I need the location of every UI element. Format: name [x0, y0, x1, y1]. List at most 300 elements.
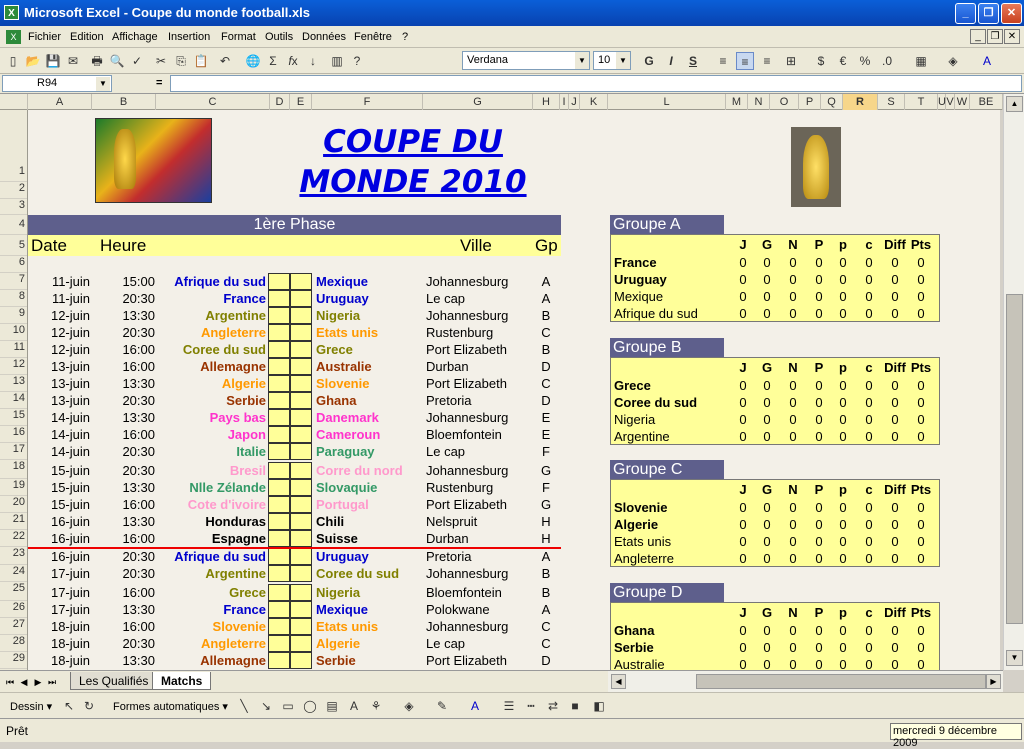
col-header[interactable]: M: [726, 94, 748, 110]
rectangle-icon[interactable]: ▭: [282, 699, 294, 713]
home-team: Afrique du sud: [174, 549, 266, 564]
underline-button[interactable]: S: [688, 54, 697, 68]
euro-icon[interactable]: €: [839, 54, 847, 68]
column-headers: [0, 94, 1024, 110]
team-name: France: [614, 255, 657, 270]
home-score-input[interactable]: [268, 341, 290, 358]
group-body: [610, 357, 940, 445]
away-score-input[interactable]: [290, 307, 312, 324]
close-button[interactable]: ✕: [1001, 3, 1022, 24]
chevron-down-icon[interactable]: ▼: [96, 77, 110, 91]
away-team: Grece: [316, 342, 353, 357]
chart-icon[interactable]: ▥: [331, 54, 343, 68]
row-header[interactable]: 24: [0, 565, 27, 582]
stat-value: 0: [865, 255, 873, 270]
col-header[interactable]: Q: [821, 94, 843, 110]
doc-restore-button[interactable]: ❐: [987, 29, 1003, 44]
row-header[interactable]: 14: [0, 392, 27, 409]
maximize-button[interactable]: ❐: [978, 3, 999, 24]
away-score-input[interactable]: [290, 426, 312, 443]
stat-value: 0: [917, 657, 925, 670]
function-icon[interactable]: fx: [288, 54, 298, 68]
stat-value: 0: [815, 500, 823, 515]
home-score-input[interactable]: [268, 324, 290, 341]
row-header[interactable]: 27: [0, 618, 27, 635]
home-score-input[interactable]: [268, 290, 290, 307]
stat-value: 0: [763, 306, 771, 321]
match-date: 11-juin: [51, 274, 90, 289]
match-row: [28, 375, 568, 392]
decimal-icon[interactable]: .0: [881, 54, 892, 68]
stat-col-header: P: [814, 482, 824, 497]
stat-col-header: P: [814, 360, 824, 375]
stat-value: 0: [839, 395, 847, 410]
stat-value: 0: [891, 640, 899, 655]
align-right-icon[interactable]: ≡: [763, 54, 771, 68]
match-date: 13-juin: [50, 359, 90, 374]
match-time: 16:00: [122, 619, 155, 634]
stat-value: 0: [789, 412, 797, 427]
stat-value: 0: [917, 272, 925, 287]
col-header[interactable]: J: [569, 94, 580, 110]
paste-icon[interactable]: 📋: [193, 54, 209, 68]
scroll-down-icon[interactable]: ▼: [1006, 650, 1023, 666]
stat-value: 0: [865, 623, 873, 638]
menu-fenetre[interactable]: Fenêtre: [354, 31, 392, 43]
away-score-input[interactable]: [290, 290, 312, 307]
col-header[interactable]: D: [270, 94, 290, 110]
stat-value: 0: [891, 534, 899, 549]
cut-icon[interactable]: ✂: [155, 54, 167, 68]
stat-col-header: N: [788, 237, 798, 252]
scroll-right-icon[interactable]: ▶: [986, 674, 1001, 689]
open-icon[interactable]: 📂: [25, 54, 41, 68]
status-text: Prêt: [6, 724, 29, 738]
vertical-scrollbar[interactable]: [1003, 94, 1024, 670]
match-row: [28, 618, 568, 635]
home-score-input[interactable]: [268, 273, 290, 290]
dessin-menu[interactable]: Dessin ▾: [10, 701, 53, 713]
stat-col-header: P: [814, 237, 824, 252]
tab-les-qualifies[interactable]: Les Qualifiés: [70, 672, 157, 690]
match-city: Pretoria: [426, 393, 472, 408]
formula-input[interactable]: [170, 75, 1022, 92]
hyperlink-icon[interactable]: 🌐: [245, 54, 261, 68]
row-header[interactable]: 7: [0, 273, 27, 290]
home-score-input[interactable]: [268, 443, 290, 460]
match-row: [28, 584, 568, 601]
stat-value: 0: [917, 640, 925, 655]
home-team: Pays bas: [209, 410, 266, 425]
scroll-thumb[interactable]: [696, 674, 986, 689]
menu-edition[interactable]: Edition: [70, 31, 104, 43]
stat-col-header: c: [865, 237, 873, 252]
doc-close-button[interactable]: ✕: [1004, 29, 1020, 44]
fill-color-icon[interactable]: ◈: [948, 54, 958, 68]
col-header[interactable]: V: [946, 96, 954, 108]
font-color-icon[interactable]: A: [982, 54, 991, 68]
stat-value: 0: [865, 657, 873, 670]
stat-value: 0: [839, 412, 847, 427]
workbook-icon[interactable]: X: [6, 30, 21, 44]
home-score-input[interactable]: [268, 513, 290, 530]
away-score-input[interactable]: [290, 530, 312, 547]
toolbar: [0, 48, 1024, 74]
stat-value: 0: [739, 306, 747, 321]
col-header[interactable]: BE: [970, 94, 1003, 110]
col-header[interactable]: T: [905, 94, 938, 110]
row-header[interactable]: 19: [0, 479, 27, 496]
doc-minimize-button[interactable]: _: [970, 29, 986, 44]
standing-row: [611, 550, 941, 567]
stat-value: 0: [839, 640, 847, 655]
italic-button[interactable]: I: [669, 54, 673, 68]
row-header[interactable]: 12: [0, 358, 27, 375]
match-group: G: [540, 463, 552, 478]
textbox-icon[interactable]: ▤: [326, 699, 338, 713]
menu-format[interactable]: Format: [221, 31, 256, 43]
menu-fichier[interactable]: Fichier: [28, 31, 62, 43]
col-header[interactable]: U: [938, 96, 946, 108]
col-header[interactable]: A: [28, 94, 92, 110]
copy-icon[interactable]: ⎘: [176, 54, 186, 68]
away-score-input[interactable]: [290, 324, 312, 341]
match-city: Le cap: [426, 636, 466, 651]
col-header[interactable]: H: [533, 94, 560, 110]
row-header[interactable]: 9: [0, 307, 27, 324]
col-header[interactable]: B: [92, 94, 156, 110]
horizontal-scrollbar[interactable]: [608, 670, 1003, 692]
match-date: 16-juin: [50, 514, 90, 529]
name-box[interactable]: R94: [2, 75, 112, 92]
away-score-input[interactable]: [290, 409, 312, 426]
font-color-icon[interactable]: A: [470, 699, 479, 713]
home-team: Argentine: [205, 566, 266, 581]
away-score-input[interactable]: [290, 652, 312, 669]
away-score-input[interactable]: [290, 341, 312, 358]
match-row: [28, 409, 568, 426]
match-time: 13:30: [122, 602, 155, 617]
away-score-input[interactable]: [290, 462, 312, 479]
home-score-input[interactable]: [268, 462, 290, 479]
row-header[interactable]: 4: [0, 215, 27, 235]
match-city: Rustenburg: [426, 480, 494, 495]
match-time: 13:30: [122, 514, 155, 529]
away-team: Nigeria: [316, 585, 361, 600]
home-score-input[interactable]: [268, 409, 290, 426]
row-header[interactable]: 2: [0, 182, 27, 199]
match-date: 14-juin: [50, 410, 90, 425]
group-title: Groupe A: [610, 215, 724, 234]
col-header[interactable]: L: [608, 94, 726, 110]
menu-insertion[interactable]: Insertion: [168, 31, 211, 43]
col-header[interactable]: P: [799, 94, 821, 110]
home-score-input[interactable]: [268, 479, 290, 496]
arrow-icon[interactable]: ↘: [260, 699, 272, 713]
clipart-icon[interactable]: ⚘: [370, 699, 382, 713]
sheet-tabs: [0, 670, 608, 692]
stat-value: 0: [815, 534, 823, 549]
col-header[interactable]: E: [290, 94, 312, 110]
row-header[interactable]: 6: [0, 256, 27, 273]
first-sheet-icon[interactable]: ⏮: [5, 677, 15, 687]
col-header[interactable]: K: [580, 94, 608, 110]
stat-col-header: J: [739, 482, 747, 497]
formula-bar: [0, 74, 1024, 94]
row-header[interactable]: 13: [0, 375, 27, 392]
col-header-selected[interactable]: R: [843, 94, 878, 110]
menu-help[interactable]: ?: [402, 31, 409, 43]
match-row: [28, 324, 568, 341]
stat-col-header: G: [761, 482, 773, 497]
3d-icon[interactable]: ◧: [593, 699, 605, 713]
stat-value: 0: [917, 255, 925, 270]
match-group: A: [541, 549, 551, 564]
row-header[interactable]: 29: [0, 652, 27, 669]
home-score-input[interactable]: [268, 618, 290, 635]
home-score-input[interactable]: [268, 565, 290, 582]
stat-value: 0: [839, 429, 847, 444]
stat-value: 0: [917, 429, 925, 444]
stat-value: 0: [865, 534, 873, 549]
match-row: [28, 635, 568, 652]
home-score-input[interactable]: [268, 392, 290, 409]
away-team: Nigeria: [316, 308, 361, 323]
worksheet[interactable]: [28, 110, 1000, 670]
tab-matchs[interactable]: Matchs: [152, 672, 211, 690]
team-name: Afrique du sud: [614, 306, 698, 321]
stat-col-header: J: [739, 237, 747, 252]
home-score-input[interactable]: [268, 358, 290, 375]
match-row: [28, 601, 568, 618]
match-row: [28, 479, 568, 496]
home-score-input[interactable]: [268, 496, 290, 513]
formula-equals[interactable]: =: [156, 77, 163, 89]
row-header[interactable]: 18: [0, 460, 27, 479]
arrow-style-icon[interactable]: ⇄: [547, 699, 559, 713]
away-score-input[interactable]: [290, 375, 312, 392]
stat-value: 0: [839, 623, 847, 638]
match-row: [28, 426, 568, 443]
row-header[interactable]: 3: [0, 199, 27, 215]
bold-button[interactable]: G: [644, 54, 654, 68]
autosum-icon[interactable]: Σ: [269, 54, 277, 68]
row-header[interactable]: 20: [0, 496, 27, 513]
status-bar: [0, 718, 1024, 749]
group-body: [610, 234, 940, 322]
autoshapes-menu[interactable]: Formes automatiques ▾: [113, 701, 228, 713]
rotate-icon[interactable]: ↻: [83, 699, 95, 713]
home-score-input[interactable]: [268, 426, 290, 443]
stat-col-header: c: [865, 360, 873, 375]
match-date: 14-juin: [50, 444, 90, 459]
stat-value: 0: [865, 395, 873, 410]
row-header[interactable]: 15: [0, 409, 27, 426]
standing-row: [611, 288, 941, 305]
home-score-input[interactable]: [268, 375, 290, 392]
align-left-icon[interactable]: ≡: [719, 54, 727, 68]
col-header[interactable]: I: [560, 94, 569, 110]
stat-col-header: G: [761, 605, 773, 620]
stat-col-header: Pts: [910, 360, 932, 375]
row-header[interactable]: 23: [0, 547, 27, 565]
stat-value: 0: [763, 378, 771, 393]
percent-icon[interactable]: %: [859, 54, 871, 68]
match-time: 13:30: [122, 308, 155, 323]
line-icon[interactable]: ╲: [240, 699, 248, 713]
col-header[interactable]: O: [770, 94, 799, 110]
team-name: Etats unis: [614, 534, 672, 549]
away-score-input[interactable]: [290, 443, 312, 460]
away-score-input[interactable]: [290, 479, 312, 496]
dash-style-icon[interactable]: ┅: [527, 699, 535, 713]
spelling-icon[interactable]: ✓: [131, 54, 143, 68]
stat-value: 0: [839, 378, 847, 393]
away-team: Danemark: [316, 410, 379, 425]
stat-value: 0: [789, 657, 797, 670]
select-all[interactable]: [0, 94, 28, 110]
match-date: 18-juin: [50, 619, 90, 634]
wordart-icon[interactable]: A: [349, 699, 358, 713]
stat-value: 0: [739, 289, 747, 304]
away-score-input[interactable]: [290, 358, 312, 375]
stat-col-header: p: [839, 360, 847, 375]
away-team: Slovenie: [316, 376, 370, 391]
away-score-input[interactable]: [290, 601, 312, 618]
col-header[interactable]: N: [748, 94, 770, 110]
away-score-input[interactable]: [290, 273, 312, 290]
sort-icon[interactable]: ↓: [310, 54, 316, 68]
minimize-button[interactable]: _: [955, 3, 976, 24]
home-score-input[interactable]: [268, 652, 290, 669]
row-header[interactable]: 17: [0, 443, 27, 460]
stat-value: 0: [739, 517, 747, 532]
home-score-input[interactable]: [268, 635, 290, 652]
stat-value: 0: [865, 378, 873, 393]
row-header[interactable]: 8: [0, 290, 27, 307]
home-score-input[interactable]: [268, 584, 290, 601]
standing-row: [611, 622, 941, 639]
next-sheet-icon[interactable]: ▶: [34, 677, 42, 687]
help-icon[interactable]: ?: [353, 54, 361, 68]
preview-icon[interactable]: 🔍: [109, 54, 125, 68]
stat-value: 0: [763, 640, 771, 655]
stat-col-header: Pts: [910, 482, 932, 497]
col-header[interactable]: F: [312, 94, 423, 110]
menu-affichage[interactable]: Affichage: [112, 31, 158, 43]
match-group: E: [541, 427, 551, 442]
row-header[interactable]: 22: [0, 530, 27, 547]
standing-row: [611, 377, 941, 394]
menu-outils[interactable]: Outils: [265, 31, 294, 43]
row-header[interactable]: 25: [0, 582, 27, 601]
home-score-input[interactable]: [268, 548, 290, 565]
align-center-icon[interactable]: ≡: [736, 52, 754, 70]
away-score-input[interactable]: [290, 565, 312, 582]
fill-color-icon[interactable]: ◈: [404, 699, 414, 713]
away-score-input[interactable]: [290, 392, 312, 409]
team-name: Australie: [614, 657, 665, 670]
group-title: Groupe B: [610, 338, 724, 357]
away-score-input[interactable]: [290, 513, 312, 530]
home-team: Japon: [227, 427, 266, 442]
row-header[interactable]: 1: [0, 110, 27, 182]
scroll-thumb[interactable]: [1006, 294, 1023, 624]
currency-icon[interactable]: $: [817, 54, 825, 68]
match-city: Johannesburg: [426, 463, 509, 478]
new-icon[interactable]: ▯: [9, 54, 17, 68]
col-header[interactable]: S: [878, 94, 905, 110]
row-header[interactable]: 11: [0, 341, 27, 358]
font-select[interactable]: Verdana ▼: [462, 51, 590, 70]
stat-col-header: G: [761, 360, 773, 375]
last-sheet-icon[interactable]: ⏭: [47, 677, 57, 687]
save-icon[interactable]: 💾: [45, 54, 61, 68]
undo-icon[interactable]: ↶: [219, 54, 231, 68]
standing-row: [611, 639, 941, 656]
print-icon[interactable]: 🖶: [91, 54, 103, 68]
match-group: C: [541, 619, 551, 634]
col-header[interactable]: W: [955, 94, 970, 110]
borders-icon[interactable]: ▦: [915, 54, 927, 68]
merge-center-icon[interactable]: ⊞: [785, 54, 797, 68]
home-score-input[interactable]: [268, 530, 290, 547]
stat-value: 0: [917, 551, 925, 566]
match-time: 13:30: [122, 376, 155, 391]
away-score-input[interactable]: [290, 635, 312, 652]
scroll-up-icon[interactable]: ▲: [1006, 96, 1023, 112]
col-header[interactable]: G: [423, 94, 533, 110]
row-header[interactable]: 16: [0, 426, 27, 443]
stat-value: 0: [815, 378, 823, 393]
team-name: Argentine: [614, 429, 670, 444]
match-group: H: [541, 514, 551, 529]
row-header[interactable]: 26: [0, 601, 27, 618]
row-header[interactable]: 28: [0, 635, 27, 652]
away-team: Serbie: [316, 653, 356, 668]
prev-sheet-icon[interactable]: ◀: [20, 677, 28, 687]
home-score-input[interactable]: [268, 307, 290, 324]
line-style-icon[interactable]: ☰: [503, 699, 515, 713]
row-header[interactable]: 5: [0, 235, 27, 256]
col-header[interactable]: C: [156, 94, 270, 110]
font-size-select[interactable]: 10 ▼: [593, 51, 631, 70]
home-score-input[interactable]: [268, 601, 290, 618]
home-team: Algerie: [221, 376, 266, 391]
match-city: Bloemfontein: [426, 585, 502, 600]
menu-donnees[interactable]: Données: [302, 31, 347, 43]
row-header[interactable]: 21: [0, 513, 27, 530]
row-header[interactable]: 10: [0, 324, 27, 341]
line-color-icon[interactable]: ✎: [436, 699, 448, 713]
away-score-input[interactable]: [290, 584, 312, 601]
match-date: 13-juin: [50, 393, 90, 408]
match-time: 13:30: [122, 410, 155, 425]
away-score-input[interactable]: [290, 618, 312, 635]
away-score-input[interactable]: [290, 496, 312, 513]
away-team: Mexique: [316, 274, 369, 289]
match-group: A: [541, 274, 551, 289]
scroll-left-icon[interactable]: ◀: [611, 674, 626, 689]
match-date: 17-juin: [50, 566, 90, 581]
select-pointer-icon[interactable]: ↖: [63, 699, 75, 713]
away-score-input[interactable]: [290, 548, 312, 565]
shadow-icon[interactable]: ■: [571, 699, 579, 713]
stat-value: 0: [917, 623, 925, 638]
oval-icon[interactable]: ◯: [303, 699, 317, 713]
permission-icon[interactable]: ✉: [67, 54, 79, 68]
match-date: 17-juin: [50, 602, 90, 617]
